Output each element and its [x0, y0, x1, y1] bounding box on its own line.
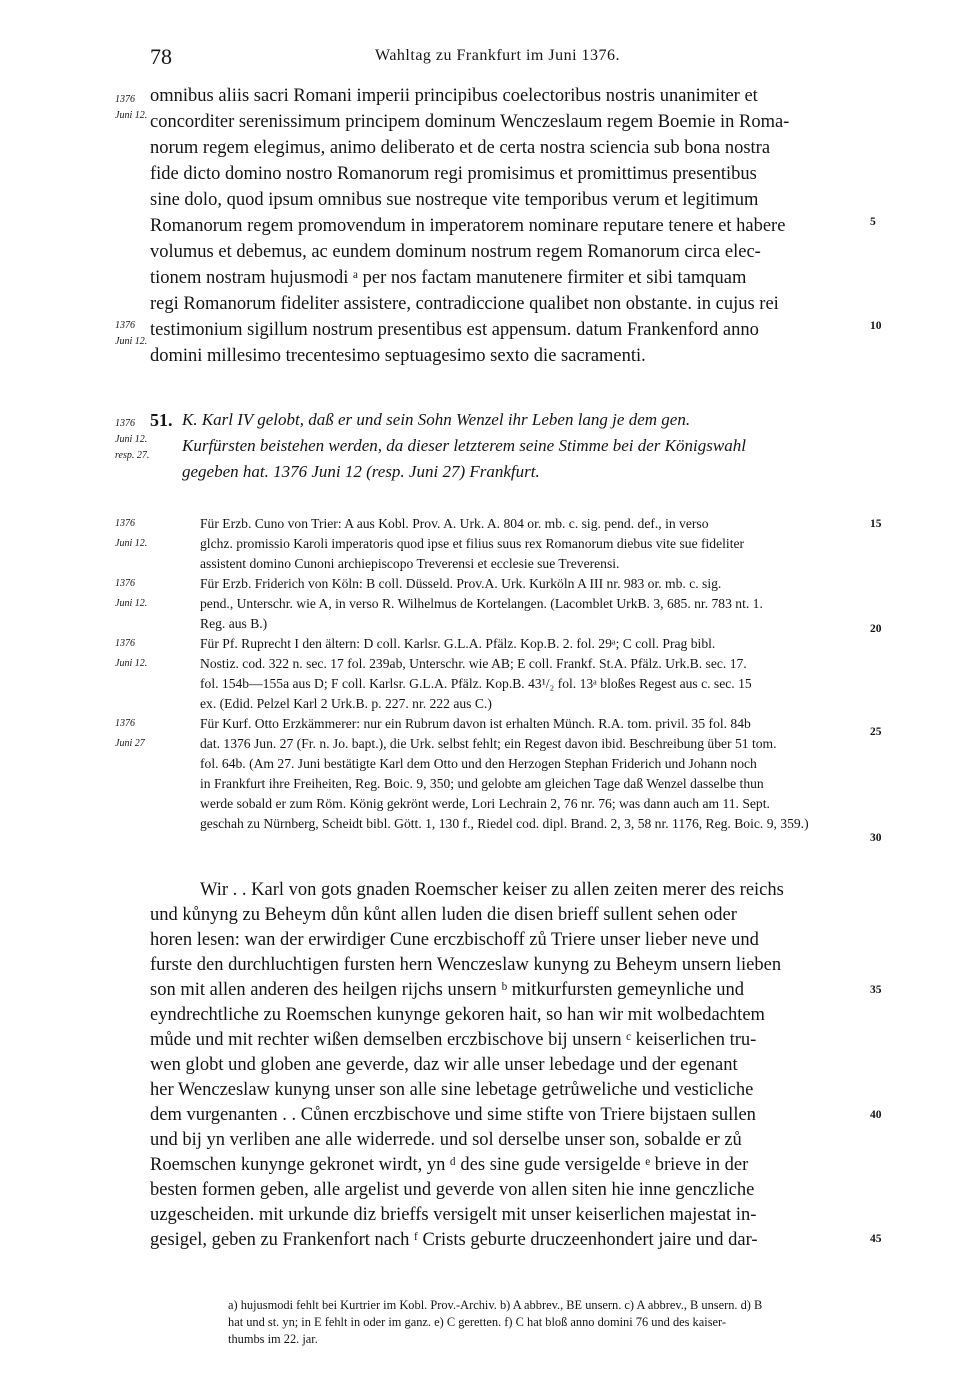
margin-date: Juni 12. — [115, 538, 148, 549]
margin-date: 1376 — [115, 94, 135, 105]
text-line: tionem nostram hujusmodi ᵃ per nos factam manutenere firmiter et sibi tamquam — [150, 268, 747, 288]
margin-date: Juni 12. — [115, 336, 148, 347]
text-line: und kůnyng zu Beheym důn kůnt allen luden die disen brieff sullent sehen oder — [150, 905, 737, 925]
source-line: pend., Unterschr. wie A, in verso R. Wilhelmus de Kortelangen. (Lacomblet UrkB. 3, 685. nr. 783 nt. 1. — [200, 596, 763, 611]
text-line: und bij yn verliben ane alle widerrede. und sol derselbe unser son, sobalde er zů — [150, 1130, 742, 1150]
source-line: Für Pf. Ruprecht I den ältern: D coll. Karlsr. G.L.A. Pfälz. Kop.B. 2. fol. 29ᵃ; C coll. Prag bibl. — [200, 636, 716, 651]
source-line: Für Kurf. Otto Erzkämmerer: nur ein Rubrum davon ist erhalten Münch. R.A. tom. privil. 35 fol. 84b — [200, 716, 751, 731]
source-line: assistent domino Cunoni archiepiscopo Treverensi et ecclesie sue Treverensi. — [200, 556, 620, 571]
margin-date: Juni 12. — [115, 110, 148, 121]
line-number: 40 — [870, 1109, 882, 1121]
line-number: 5 — [870, 216, 876, 228]
text-line: regi Romanorum fideliter assistere, contradiccione qualibet non obstante. in cujus rei — [150, 294, 779, 314]
text-line: Romanorum regem promovendum in imperatorem nominare reputare tenere et habere — [150, 216, 786, 236]
source-line: dat. 1376 Jun. 27 (Fr. n. Jo. bapt.), die Urk. selbst fehlt; ein Regest davon ibid. Beschreibung über 51 tom. — [200, 736, 777, 751]
page-number: 78 — [150, 44, 172, 69]
text-line: uzgescheiden. mit urkunde diz brieffs versigelt mit unser keiserlichen majestat in- — [150, 1205, 757, 1225]
text-line: norum regem elegimus, animo deliberato et de certa nostra sciencia sub bona nostra — [150, 138, 771, 158]
text-line: concorditer serenissimum principem dominum Wenczeslaum regem Boemie in Roma- — [150, 112, 790, 132]
footnote-line: thumbs im 22. jar. — [228, 1332, 318, 1346]
text-line: horen lesen: wan der erwirdiger Cune erczbischoff zů Triere unser lieber neve und — [150, 930, 759, 950]
source-line: Für Erzb. Cuno von Trier: A aus Kobl. Prov. A. Urk. A. 804 or. mb. c. sig. pend. def., in verso — [200, 516, 709, 531]
margin-date: 1376 — [115, 418, 135, 429]
margin-date: 1376 — [115, 578, 135, 589]
text-line: dem vurgenanten . . Cůnen erczbischove und sime stifte von Triere bijstaen sullen — [150, 1105, 756, 1125]
text-line: gesigel, geben zu Frankenfort nach ᶠ Crists geburte druczeenhondert jaire und dar- — [150, 1230, 758, 1250]
text-line: her Wenczeslaw kunyng unser son alle sine lebetage getrůweliche und vesticliche — [150, 1080, 754, 1100]
line-number: 45 — [870, 1233, 882, 1245]
text-line: můde und mit rechter wißen demselben erczbischove bij unsern ᶜ keiserlichen tru- — [150, 1030, 757, 1050]
heading-line: Kurfürsten beistehen werden, da dieser letzterem seine Stimme bei der Königswahl — [182, 436, 746, 455]
margin-date: 1376 — [115, 320, 135, 331]
text-line: besten formen geben, alle argelist und geverde von allen siten hie inne genczliche — [150, 1180, 755, 1200]
line-number: 20 — [870, 623, 882, 635]
margin-date: Juni 12. — [115, 598, 148, 609]
running-title: Wahltag zu Frankfurt im Juni 1376. — [375, 47, 621, 64]
margin-date: resp. 27. — [115, 450, 150, 461]
heading-line: gegeben hat. 1376 Juni 12 (resp. Juni 27) Frankfurt. — [182, 462, 540, 481]
margin-date: Juni 12. — [115, 434, 148, 445]
text-line: furste den durchluchtigen fursten hern Wenczeslaw kunyng zu Beheym unsern lieben — [150, 955, 782, 975]
line-number: 35 — [870, 984, 882, 996]
text-line: Roemschen kunynge gekronet wirdt, yn ᵈ des sine gude versigelde ᵉ brieve in der — [150, 1155, 749, 1175]
text-line: omnibus aliis sacri Romani imperii principibus coelectoribus nostris unanimiter et — [150, 86, 758, 106]
source-line: fol. 64b. (Am 27. Juni bestätigte Karl dem Otto und den Herzogen Stephan Friderich und Johann noch — [200, 756, 757, 771]
source-line: ex. (Edid. Pelzel Karl 2 Urk.B. p. 227. nr. 222 aus C.) — [200, 696, 492, 711]
source-line: Reg. aus B.) — [200, 616, 268, 631]
text-line: testimonium sigillum nostrum presentibus est appensum. datum Frankenford anno — [150, 320, 759, 340]
german-text-block — [150, 880, 862, 1270]
document-heading — [182, 410, 862, 490]
source-line: fol. 154b—155a aus D; F coll. Karlsr. G.L.A. Pfälz. Kop.B. 43¹/₂ fol. 13ᵃ bloßes Regest aus c. sec. 15 — [200, 676, 752, 691]
page-header — [150, 40, 860, 70]
sources-apparatus — [150, 516, 862, 856]
text-line: volumus et debemus, ac eundem dominum nostrum regem Romanorum circa elec- — [150, 242, 761, 262]
text-line: sine dolo, quod ipsum omnibus sue nostreque vite temporibus verum et legitimum — [150, 190, 759, 210]
latin-text-block — [150, 86, 862, 376]
source-line: in Frankfurt ihre Freiheiten, Reg. Boic. 9, 350; und gelobte am gleichen Tage daß Wenzel dasselbe thun — [200, 776, 764, 791]
margin-date: 1376 — [115, 638, 135, 649]
line-number: 30 — [870, 832, 882, 844]
source-line: geschah zu Nürnberg, Scheidt bibl. Gött. 1, 130 f., Riedel cod. dipl. Brand. 2, 3, 58 nr. 1176, Reg. Boic. 9, 359.) — [200, 816, 809, 831]
text-line: wen globt und globen ane geverde, daz wir alle unser lebedage und der egenant — [150, 1055, 738, 1075]
footnotes — [228, 1298, 862, 1358]
text-line: domini millesimo trecentesimo septuagesimo sexto die sacramenti. — [150, 346, 646, 366]
source-line: werde sobald er zum Röm. König gekrönt werde, Lori Lechrain 2, 76 nr. 76; was dann auch am 11. Sept. — [200, 796, 770, 811]
source-line: Für Erzb. Friderich von Köln: B coll. Düsseld. Prov.A. Urk. Kurköln A III nr. 983 or. mb. c. sig. — [200, 576, 722, 591]
text-line: fide dicto domino nostro Romanorum regi promisimus et promittimus presentibus — [150, 164, 757, 184]
margin-date: Juni 27 — [115, 738, 145, 749]
line-number: 25 — [870, 726, 882, 738]
source-line: glchz. promissio Karoli imperatoris quod ipse et filius suus rex Romanorum diebus vite sue fideliter — [200, 536, 745, 551]
text-line: eyndrechtliche zu Roemschen kunynge gekoren hait, so han wir mit wolbedachtem — [150, 1005, 765, 1025]
text-line: Wir . . Karl von gots gnaden Roemscher keiser zu allen zeiten merer des reichs — [200, 880, 784, 900]
heading-line: K. Karl IV gelobt, daß er und sein Sohn Wenzel ihr Leben lang je dem gen. — [182, 410, 691, 429]
footnote-line: a) hujusmodi fehlt bei Kurtrier im Kobl. Prov.-Archiv. b) A abbrev., BE unsern. c) A abbrev., B unsern. d) B — [228, 1298, 763, 1312]
footnote-line: hat und st. yn; in E fehlt in oder im ganz. e) C geretten. f) C hat bloß anno domini 76 und des kaiser- — [228, 1315, 727, 1329]
margin-date: 1376 — [115, 718, 135, 729]
text-line: son mit allen anderen des heilgen rijchs unsern ᵇ mitkurfursten gemeynliche und — [150, 980, 744, 1000]
margin-date: 1376 — [115, 518, 135, 529]
document-number: 51. — [150, 410, 173, 430]
line-number: 10 — [870, 320, 882, 332]
line-number: 15 — [870, 518, 882, 530]
source-line: Nostiz. cod. 322 n. sec. 17 fol. 239ab, Unterschr. wie AB; E coll. Frankf. St.A. Pfälz. Urk.B. sec. 17. — [200, 656, 747, 671]
margin-date: Juni 12. — [115, 658, 148, 669]
